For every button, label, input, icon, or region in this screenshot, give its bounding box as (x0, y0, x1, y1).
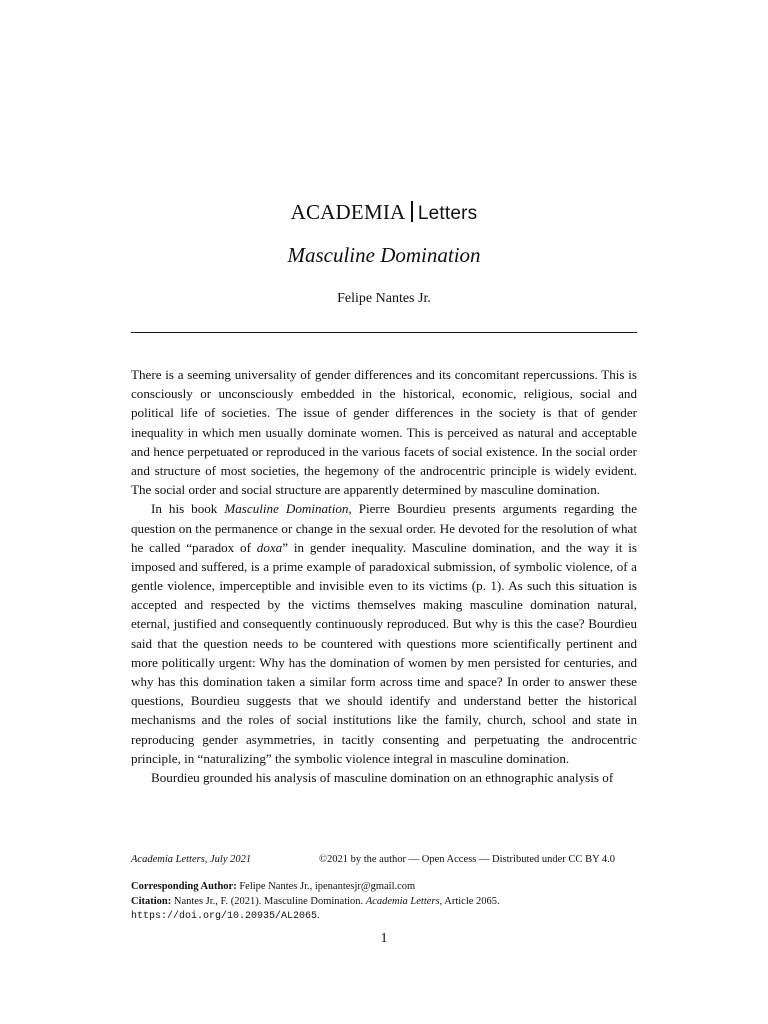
page-number: 1 (380, 931, 388, 946)
book-title: Masculine Domination, (224, 501, 352, 517)
title-divider (131, 332, 637, 333)
journal-date: Academia Letters, July 2021 (131, 854, 252, 865)
doi-period: . (317, 910, 320, 921)
doxa-term: doxa (256, 539, 283, 555)
citation-row (131, 895, 637, 910)
license-notice: ©2021 by the author — Open Access — Distributed under CC BY 4.0 (319, 854, 616, 865)
paragraph-2-rest: ” in gender inequality. Masculine domination, and the way it is imposed and suffered, is a prime example of paradoxical submission, of symbolic violence, of a gentle violence, imperceptible and invisible even to its victims (p. 1). As such this situation is accepted and respected by the victims themselves making masculine domination natural, eternal, justified and consequently continuously reproduced. But why is this the case? Bourdieu said that the question needs to be countered with questions more scientifically pertinent and more politically urgent: Why has the domination of women by men persisted for centuries, and why has this domination taken a similar form across time and space? In order to answer these questions, Bourdieu suggests that we should identify and understand better the historical mechanisms and the roles of social institutions like the family, church, school and state in reproducing gender asymmetries, in tacitly consenting and perpetuating the androcentric principle, in “naturalizing” the symbolic violence integral in masculine domination. (131, 539, 637, 766)
citation-journal: Academia Letters (365, 895, 440, 907)
doi-link[interactable]: https://doi.org/10.20935/AL2065 (131, 911, 318, 922)
paper-author: Felipe Nantes Jr. (337, 291, 431, 306)
article-metadata (131, 880, 637, 925)
journal-brand (0, 199, 768, 227)
paragraph-1: There is a seeming universality of gender differences and its concomitant repercussions. This is consciously or unconsciously embedded in the historical, economic, religious, social and political life of societies. The issue of gender differences in the society is that of gender inequality in which men usually dominate women. This is perceived as natural and acceptable and hence perpetuated or reproduced in the various facets of social existence. In the social order and structure of most societies, the hegemony of the androcentric principle is widely evident. The social order and social structure are apparently determined by masculine domination. (131, 367, 637, 498)
citation-text: Nantes Jr., F. (2021). Masculine Domination. (171, 895, 366, 907)
doi-row (131, 909, 637, 925)
corresponding-author-value: Felipe Nantes Jr., ipenantesjr@gmail.com (236, 881, 416, 892)
paragraph-3: Bourdieu grounded his analysis of masculine domination on an ethnographic analysis of (151, 769, 614, 785)
corresponding-author-label: Corresponding Author: (131, 881, 237, 892)
paragraph-2 (131, 499, 637, 768)
citation-article: , Article 2065. (439, 895, 500, 907)
citation-label: Citation: (131, 895, 172, 907)
brand-section: Letters (417, 203, 478, 224)
paper-title: Masculine Domination (287, 243, 481, 267)
paper-body (131, 365, 637, 787)
brand-wordmark: ACADEMIA (290, 200, 406, 224)
corresponding-author-row (131, 880, 637, 895)
brand-separator (411, 201, 413, 222)
paragraph-2-mid: Pierre Bourdieu presents arguments regarding the question on the permanence or change in the sexual order. He devoted for the resolution of what he called “paradox of (131, 501, 638, 555)
paragraph-2-lead: In his book (151, 501, 225, 517)
